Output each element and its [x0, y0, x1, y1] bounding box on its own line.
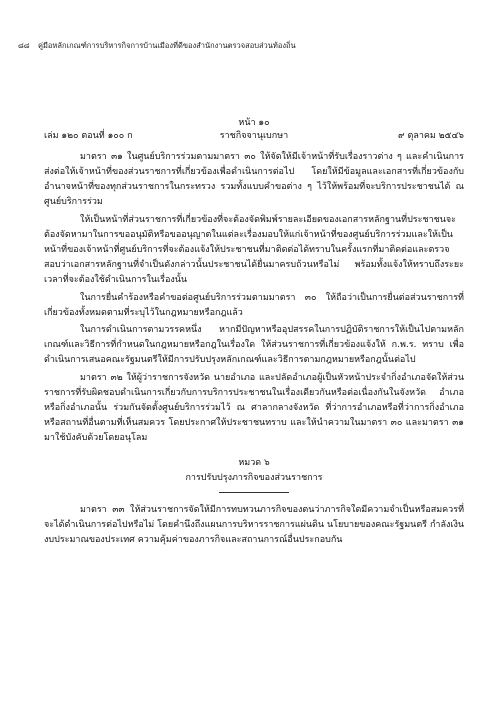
paragraph-document-requirements: ให้เป็นหน้าที่ส่วนราชการที่เกี่ยวข้องที่จะต้องจัดพิมพ์รายละเอียดของเอกสารหลักฐานที่ประชาชนจะต้องจัดหามาในการขออนุมัติหรือขออนุญาตในแต่ละเรื่องมอบให้แก่เจ้าหน้าที่ของศูนย์บริการร่วมและให้เป็นหน้าที่ของเจ้าหน้าที่ศูนย์บริการที่จะต้องแจ้งให้ประชาชนที่มาติดต่อได้ทราบในครั้งแรกที่มาติดต่อและตรวจสอบว่าเอกสารหลักฐานที่จำเป็นดังกล่าวนั้นประชาชนได้ยื่นมาครบถ้วนหรือไม่ พร้อมทั้งแจ้งให้ทราบถึงระยะเวลาที่จะต้องใช้ดำเนินการในเรื่องนั้น [44, 215, 464, 285]
gazette-date: ๙ ตุลาคม ๒๕๔๖ [398, 131, 464, 141]
chapter-number: หมวด ๖ [238, 458, 270, 468]
gazette-name: ราชกิจจานุเบกษา [219, 131, 289, 141]
paragraph-problems: ในการดำเนินการตามวรรคหนึ่ง หากมีปัญหาหรืออุปสรรคในการปฏิบัติราชการให้เป็นไปตามหลักเกณฑ์และวิธีการที่กำหนดในกฎหมายหรือกฎในเรื่องใด ให้ส่วนราชการที่เกี่ยวข้องแจ้งให้ ก.พ.ร. ทราบ เพื่อดำเนินการเสนอคณะรัฐมนตรีให้มีการปรับปรุงหลักเกณฑ์และวิธีการตามกฎหมายหรือกฎนั้นต่อไป [44, 325, 464, 365]
document-body [44, 150, 464, 551]
chapter-divider [219, 492, 289, 493]
chapter-title: การปรับปรุงภารกิจของส่วนราชการ [185, 473, 323, 483]
gazette-page-label: หน้า ๑๐ [238, 118, 270, 128]
page-number: ๘๘ [18, 41, 30, 50]
paragraph-section-33: มาตรา ๓๓ ให้ส่วนราชการจัดให้มีการทบทวนภารกิจของตนว่าภารกิจใดมีความจำเป็นหรือสมควรที่จะได้ดำเนินการต่อไปหรือไม่ โดยคำนึงถึงแผนการบริหารราชการแผ่นดิน นโยบายของคณะรัฐมนตรี กำลังเงินงบประมาณของประเทศ ความคุ้มค่าของภารกิจและสถานการณ์อื่นประกอบกัน [44, 505, 464, 545]
paragraph-section-31: มาตรา ๓๑ ในศูนย์บริการร่วมตามมาตรา ๓๐ ให้จัดให้มีเจ้าหน้าที่รับเรื่องราวต่าง ๆ และคำเนินการส่งต่อให้เจ้าหน้าที่ของส่วนราชการที่เกี่ยวข้องเพื่อดำเนินการต่อไป โดยให้มีข้อมูลและเอกสารที่เกี่ยวข้องกับอำนาจหน้าที่ของทุกส่วนราชการในกระทรวง รวมทั้งแบบคำขอต่าง ๆ ไว้ให้พร้อมที่จะบริการประชาชนได้ ณ ศูนย์บริการร่วม [44, 152, 464, 207]
page-header [18, 40, 488, 52]
paragraph-submission: ในการยื่นคำร้องหรือคำขอต่อศูนย์บริการร่วมตามมาตรา ๓๐ ให้ถือว่าเป็นการยื่นต่อส่วนราชการที่เกี่ยวข้องทั้งหมดตามที่ระบุไว้ในกฎหมายหรือกฎแล้ว [44, 293, 464, 318]
handbook-title: คู่มือหลักเกณฑ์การบริหารกิจการบ้านเมืองที่ดีของสำนักงานตรวจสอบส่วนท้องถิ่น [37, 41, 296, 50]
paragraph-section-32: มาตรา ๓๒ ให้ผู้ว่าราชการจังหวัด นายอำเภอ และปลัดอำเภอผู้เป็นหัวหน้าประจำกิ่งอำเภอจัดให้ส่วนราชการที่รับผิดชอบดำเนินการเกี่ยวกับการบริการประชาชนในเรื่องเดียวกันหรือต่อเนื่องกันในจังหวัด อำเภอ หรือกิ่งอำเภอนั้น ร่วมกันจัดตั้งศูนย์บริการร่วมไว้ ณ ศาลากลางจังหวัด ที่ว่าการอำเภอหรือที่ว่าการกิ่งอำเภอ หรือสถานที่อื่นตามที่เห็นสมควร โดยประกาศให้ประชาชนทราบ และให้นำความในมาตรา ๓๐ และมาตรา ๓๑ มาใช้บังคับด้วยโดยอนุโลม [44, 373, 464, 443]
gazette-book: เล่ม ๑๒๐ ตอนที่ ๑๐๐ ก [44, 131, 133, 141]
